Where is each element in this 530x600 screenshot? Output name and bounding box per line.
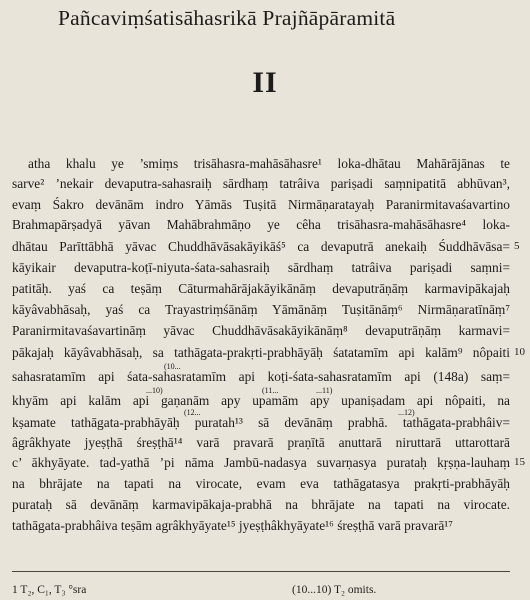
- text-line: c’ ākhyāyate. tad-yathā ’pi nāma Jambū-nadasya suvarṇasya purataḥ kṛṣṇa-lauhaṃ: [12, 455, 510, 470]
- text-line: atha khalu ye ’smiṃs trisāhasra-mahāsāhasre¹ loka-dhātau Mahārājānas te: [28, 156, 510, 171]
- chapter-numeral: II: [252, 66, 278, 99]
- apparatus-mark: ...10): [146, 386, 163, 395]
- apparatus-mark: ...12): [398, 408, 415, 417]
- text-line: tathāgata-prabhâiva teṣām agrâkhyāyate¹⁵ jyeṣṭhâkhyāyate¹⁶ śreṣṭhā varā pravarā¹⁷: [12, 518, 453, 533]
- line-number: 5: [514, 240, 520, 252]
- text-line: sahasratamīm api śata-sahasratamīm api koṭi-śata-sahasratamīm api (148a) saṃ=: [12, 369, 510, 384]
- text-line: Brahmapārṣadyā yāvan Mahābrahmāṇo ye cêha trisāhasra-mahāsāhasre⁴ loka-: [12, 217, 510, 232]
- line-number: 15: [514, 456, 525, 468]
- text-line: purataḥ sā devānāṃ karmavipākaja-prabhā na bhrājate na tapati na virocate.: [12, 497, 510, 512]
- text-line: kṣamate tathāgata-prabhāyāḥ puratah¹³ sā devānāṃ prabhā. tathāgata-prabhâiv=: [12, 415, 510, 430]
- running-title: Pañcaviṃśatisāhasrikā Prajñāpāramitā: [58, 6, 396, 30]
- apparatus-mark: (10...: [164, 362, 181, 371]
- footnote-right: (10...10) T₂ omits.: [292, 584, 377, 596]
- apparatus-mark: (12...: [184, 408, 201, 417]
- text-line: sarve² ’nekair devaputra-sahasraiḥ sārdhaṃ tatrâiva pariṣadi saṃnipatitā abhūvan³,: [12, 176, 510, 191]
- text-line: kāyâvabhāsaḥ, yaś ca Trayastriṃśānāṃ Yāmānāṃ Tuṣitānāṃ⁶ Nirmāṇaratīnāṃ⁷: [12, 302, 510, 317]
- text-line: kāyikair devaputra-koṭī-niyuta-śata-sahasraiḥ sārdhaṃ tatrâiva pariṣadi saṃni=: [12, 260, 510, 275]
- text-line: Paranirmitavaśavartināṃ yāvac Chuddhāvāsakāyikānāṃ⁸ devaputrāṇāṃ karmavi=: [12, 323, 510, 338]
- line-number: 10: [514, 346, 525, 358]
- text-line: pākajaḥ kāyâvabhāsaḥ, sa tathāgata-prakṛti-prabhāyāḥ śatatamīm api kalām⁹ nôpaiti: [12, 345, 510, 360]
- apparatus-mark: (11...: [262, 386, 279, 395]
- text-line: evaṃ Śakro devānām indro Yāmās Tuṣitā Nirmāṇaratayaḥ Paranirmitavaśavartino: [12, 197, 510, 212]
- apparatus-mark: ...11): [316, 386, 333, 395]
- footnote-rule: [12, 571, 510, 572]
- text-line: khyām api kalām api gaṇanām apy upamām apy upaniṣadam api nôpaiti, na: [12, 393, 510, 408]
- text-line: dhātau Parīttābhā yāvac Chuddhāvāsakāyikāś⁵ ca devaputrā anekaiḥ Śuddhāvāsa=: [12, 239, 510, 254]
- text-line: patitāḥ. yaś ca teṣāṃ Cāturmahārājakāyikānāṃ devaputrāṇāṃ karmavipākajaḥ: [12, 281, 510, 296]
- footnote-left: 1 T₂, C₁, T₃ °sra: [12, 584, 87, 596]
- text-line: na bhrājate na tapati na virocate, evam eva tathāgatasya prakṛti-prabhāyāḥ: [12, 476, 510, 491]
- text-line: âgrâkhyate jyeṣṭhā śreṣṭhā¹⁴ varā pravarā praṇītā anuttarā niruttarā uttarottarā: [12, 435, 510, 450]
